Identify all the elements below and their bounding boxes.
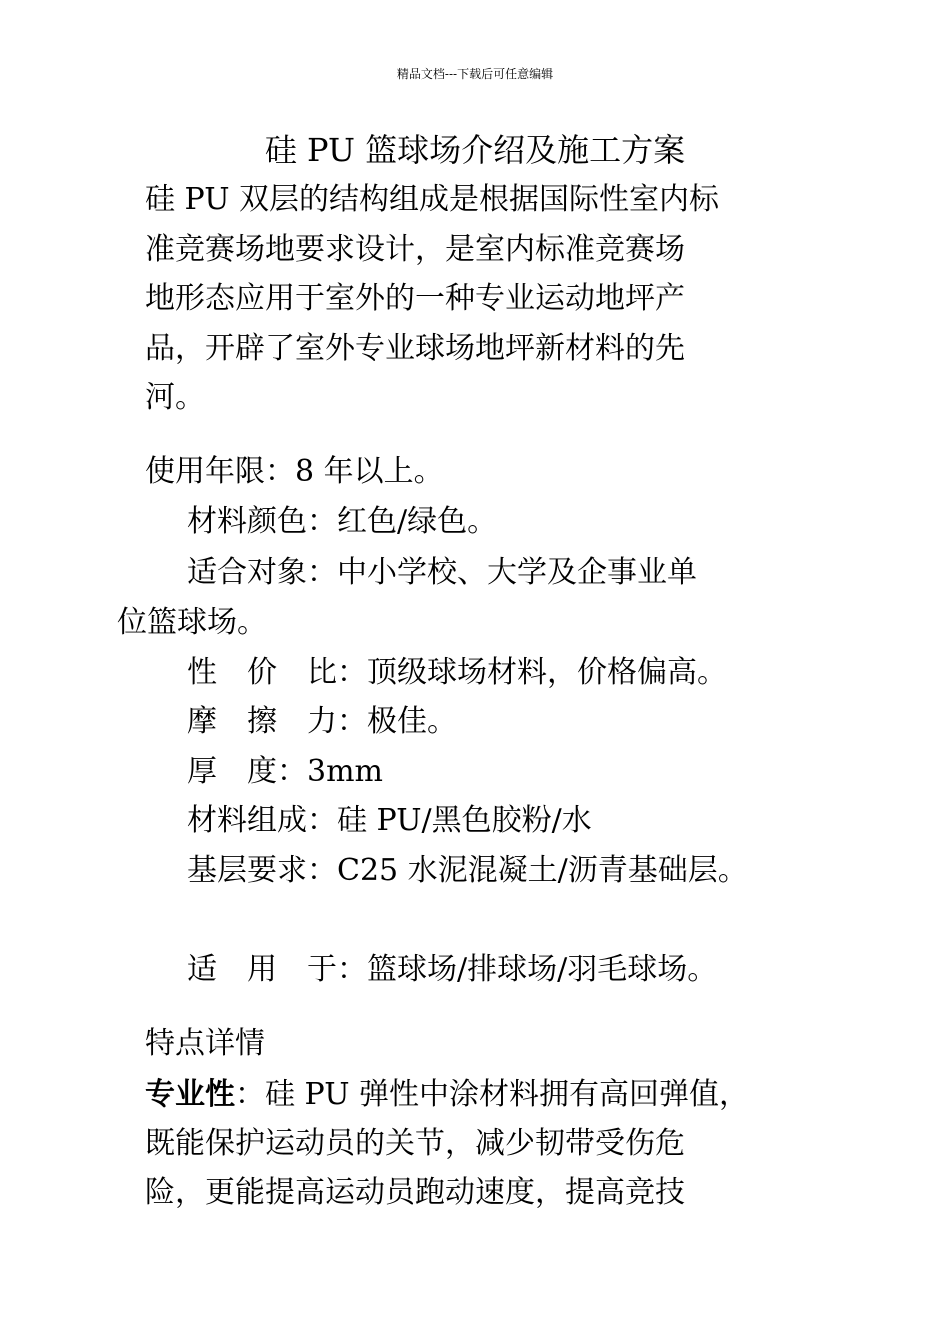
intro-line-3: 地形态应用于室外的一种专业运动地坪产	[145, 281, 685, 316]
feature-professional-line-2: 既能保护运动员的关节，减少韧带受伤危	[145, 1126, 685, 1161]
spec-target: 适合对象：中小学校、大学及企事业单	[187, 555, 697, 590]
intro-line-4: 品，开辟了室外专业球场地坪新材料的先	[145, 331, 685, 366]
header-note: 精品文档---下载后可任意编辑	[396, 67, 554, 81]
spec-thickness: 厚 度：3mm	[187, 754, 383, 789]
spec-composition: 材料组成：硅 PU/黑色胶粉/水	[187, 803, 592, 838]
intro-line-5: 河。	[145, 380, 205, 415]
document-title: 硅 PU 篮球场介绍及施工方案	[264, 131, 686, 169]
spec-friction: 摩 擦 力：极佳。	[187, 704, 457, 739]
feature-professional-text: ：硅 PU 弹性中涂材料拥有高回弹值，	[235, 1077, 750, 1112]
features-heading: 特点详情	[145, 1026, 265, 1061]
intro-line-2: 准竞赛场地要求设计，是室内标准竞赛场	[145, 232, 685, 267]
feature-professional	[145, 1075, 749, 1115]
spec-base: 基层要求：C25 水泥混凝土/沥青基础层。	[187, 853, 748, 888]
feature-professional-label: 专业性	[145, 1077, 235, 1112]
spec-color: 材料颜色：红色/绿色。	[187, 504, 498, 539]
spec-lifespan: 使用年限：8 年以上。	[145, 454, 444, 489]
spec-target-continued: 位篮球场。	[117, 605, 267, 640]
feature-professional-line-3: 险，更能提高运动员跑动速度，提高竞技	[145, 1175, 685, 1210]
spec-usage: 适 用 于：篮球场/排球场/羽毛球场。	[187, 952, 718, 987]
spec-value: 性 价 比：顶级球场材料，价格偏高。	[187, 655, 727, 690]
intro-line-1: 硅 PU 双层的结构组成是根据国际性室内标	[145, 182, 720, 217]
